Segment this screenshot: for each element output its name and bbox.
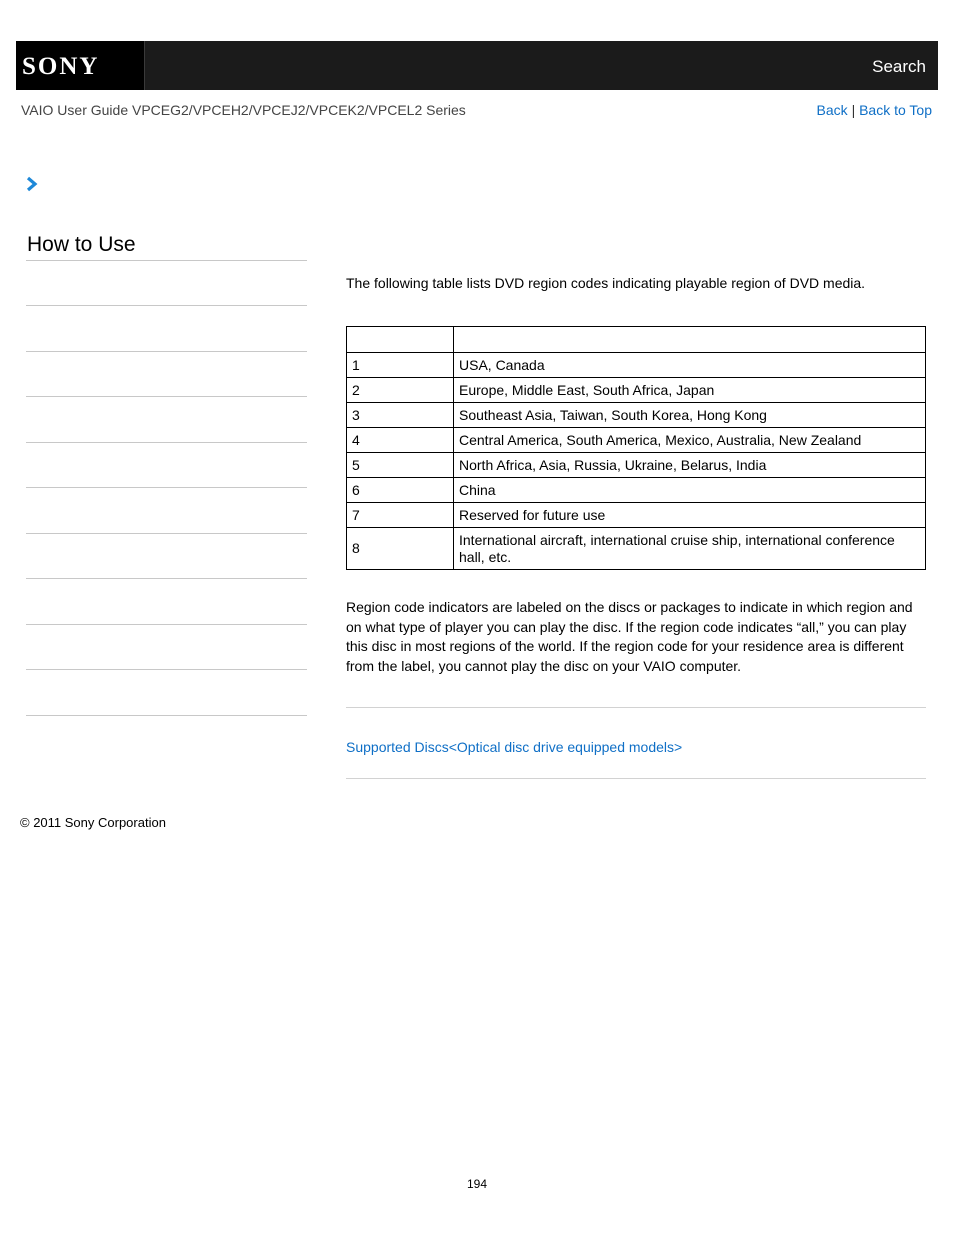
sidebar-divider	[26, 669, 307, 670]
sidebar-divider	[26, 715, 307, 716]
region-code-cell: 3	[347, 403, 454, 428]
table-row	[347, 478, 926, 503]
region-name-cell: Reserved for future use	[454, 503, 926, 528]
region-code-cell: 2	[347, 378, 454, 403]
table-row	[347, 378, 926, 403]
region-name-cell: North Africa, Asia, Russia, Ukraine, Belarus, India	[454, 453, 926, 478]
table-header-row	[347, 327, 926, 353]
sidebar-divider	[26, 487, 307, 488]
section-divider	[346, 707, 926, 708]
intro-text: The following table lists DVD region codes indicating playable region of DVD media.	[346, 275, 866, 291]
region-code-cell: 8	[347, 528, 454, 570]
top-bar	[16, 41, 938, 90]
section-divider	[346, 778, 926, 779]
sidebar-divider	[26, 442, 307, 443]
guide-title: VAIO User Guide VPCEG2/VPCEH2/VPCEJ2/VPCEK2/VPCEL2 Series	[21, 102, 466, 118]
copyright: © 2011 Sony Corporation	[20, 815, 166, 830]
table-header-cell	[347, 327, 454, 353]
sidebar-divider	[26, 305, 307, 306]
breadcrumb[interactable]	[25, 176, 39, 197]
table-row	[347, 353, 926, 378]
sidebar-divider	[26, 396, 307, 397]
sony-logo: SONY	[22, 53, 100, 80]
search-button[interactable]: Search	[872, 57, 926, 76]
region-code-cell: 7	[347, 503, 454, 528]
sidebar-divider	[26, 578, 307, 579]
table-row	[347, 403, 926, 428]
table-row	[347, 428, 926, 453]
sidebar-divider	[26, 533, 307, 534]
table-header-cell	[454, 327, 926, 353]
nav-separator: |	[851, 102, 856, 118]
chevron-right-icon	[25, 176, 39, 192]
region-name-cell: Europe, Middle East, South Africa, Japan	[454, 378, 926, 403]
sidebar-divider	[26, 351, 307, 352]
logo-box[interactable]	[16, 41, 145, 90]
region-name-cell: International aircraft, international cruise ship, international conference hall, etc.	[454, 528, 926, 570]
region-name-cell: USA, Canada	[454, 353, 926, 378]
back-link[interactable]: Back	[816, 102, 848, 118]
region-code-table	[346, 326, 926, 570]
back-to-top-link[interactable]: Back to Top	[859, 102, 932, 118]
table-row	[347, 453, 926, 478]
region-code-cell: 4	[347, 428, 454, 453]
region-code-cell: 6	[347, 478, 454, 503]
region-code-cell: 5	[347, 453, 454, 478]
table-row	[347, 528, 926, 570]
sidebar-divider	[26, 624, 307, 625]
region-name-cell: China	[454, 478, 926, 503]
sidebar-divider	[26, 260, 307, 261]
related-topic-link[interactable]: Supported Discs<Optical disc drive equipped models>	[346, 739, 683, 755]
page-number: 194	[466, 1177, 488, 1191]
nav-links	[817, 102, 932, 118]
region-name-cell: Central America, South America, Mexico, Australia, New Zealand	[454, 428, 926, 453]
region-code-note: Region code indicators are labeled on the discs or packages to indicate in which region and on what type of player you can play the disc. If the region code indicates “all,” you can play this disc in most regions of the world. If the region code for your residence area is different from the label, you cannot play the disc on your VAIO computer.	[346, 599, 913, 674]
sidebar-heading: How to Use	[27, 233, 136, 256]
region-name-cell: Southeast Asia, Taiwan, South Korea, Hong Kong	[454, 403, 926, 428]
region-code-cell: 1	[347, 353, 454, 378]
table-row	[347, 503, 926, 528]
